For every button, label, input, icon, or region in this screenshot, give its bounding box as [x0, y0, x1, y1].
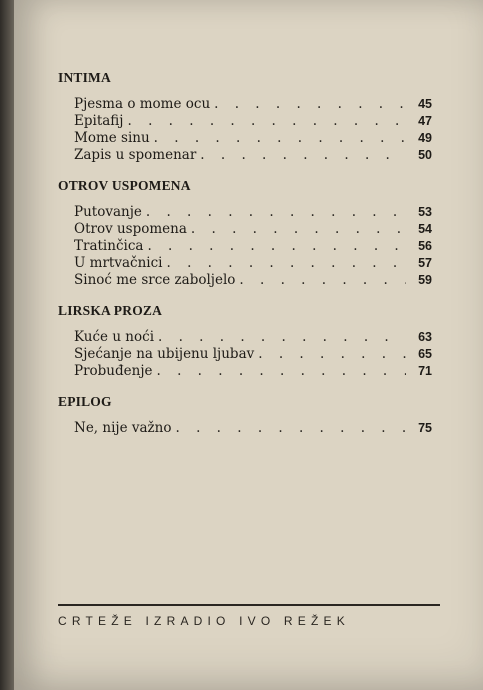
book-spine-shadow — [0, 0, 14, 690]
dot-leader — [158, 329, 406, 346]
entry-page-number: 50 — [418, 148, 432, 162]
entry-title: Mome sinu — [74, 130, 150, 146]
entry-title: Ne, nije važno — [74, 420, 172, 436]
toc-entry — [58, 147, 438, 164]
toc-entry — [58, 272, 438, 289]
entry-page-number: 56 — [418, 239, 432, 253]
toc-entry — [58, 130, 438, 147]
dot-leader — [175, 420, 406, 437]
section-title: EPILOG — [58, 394, 112, 409]
entry-title: Otrov uspomena — [74, 221, 187, 237]
entry-page-number: 49 — [418, 131, 432, 145]
entry-page-number: 53 — [418, 205, 432, 219]
dot-leader — [214, 96, 406, 113]
toc-section-otrov-uspomena — [58, 178, 438, 289]
entry-title: Putovanje — [74, 204, 142, 220]
toc-section-epilog — [58, 394, 438, 437]
entry-title: Sjećanje na ubijenu ljubav — [74, 346, 255, 362]
toc-entry — [58, 363, 438, 380]
toc-entry — [58, 329, 438, 346]
dot-leader — [166, 255, 406, 272]
dot-leader — [154, 130, 406, 147]
entry-page-number: 54 — [418, 222, 432, 236]
toc-section-intima — [58, 70, 438, 164]
toc-entry — [58, 238, 438, 255]
entry-title: Epitafij — [74, 113, 124, 129]
entry-page-number: 75 — [418, 421, 432, 435]
toc-section-lirska-proza — [58, 303, 438, 380]
toc-entry — [58, 204, 438, 221]
toc-entry — [58, 221, 438, 238]
entry-title: U mrtvačnici — [74, 255, 163, 271]
dot-leader — [200, 147, 406, 164]
section-title: LIRSKA PROZA — [58, 303, 163, 318]
dot-leader — [146, 204, 406, 221]
entry-title: Sinoć me srce zaboljelo — [74, 272, 236, 288]
dot-leader — [147, 238, 406, 255]
section-title: OTROV USPOMENA — [58, 178, 191, 193]
illustrator-credit: CRTEŽE IZRADIO IVO REŽEK — [58, 614, 350, 628]
dot-leader — [157, 363, 406, 380]
entry-title: Tratinčica — [74, 238, 144, 254]
entry-page-number: 45 — [418, 97, 432, 111]
entry-title: Kuće u noći — [74, 329, 155, 345]
dot-leader — [258, 346, 406, 363]
toc-entry — [58, 255, 438, 272]
entry-page-number: 71 — [418, 364, 432, 378]
entry-title: Probuđenje — [74, 363, 153, 379]
dot-leader — [239, 272, 406, 289]
table-of-contents — [58, 70, 438, 451]
toc-entry — [58, 96, 438, 113]
toc-entry — [58, 420, 438, 437]
dot-leader — [127, 113, 406, 130]
entry-page-number: 59 — [418, 273, 432, 287]
entry-page-number: 47 — [418, 114, 432, 128]
toc-entry — [58, 346, 438, 363]
entry-page-number: 65 — [418, 347, 432, 361]
section-title: INTIMA — [58, 70, 111, 85]
footer-rule — [58, 604, 440, 606]
entry-page-number: 63 — [418, 330, 432, 344]
entry-page-number: 57 — [418, 256, 432, 270]
toc-entry — [58, 113, 438, 130]
entry-title: Pjesma o mome ocu — [74, 96, 211, 112]
entry-title: Zapis u spomenar — [74, 147, 197, 163]
dot-leader — [191, 221, 406, 238]
